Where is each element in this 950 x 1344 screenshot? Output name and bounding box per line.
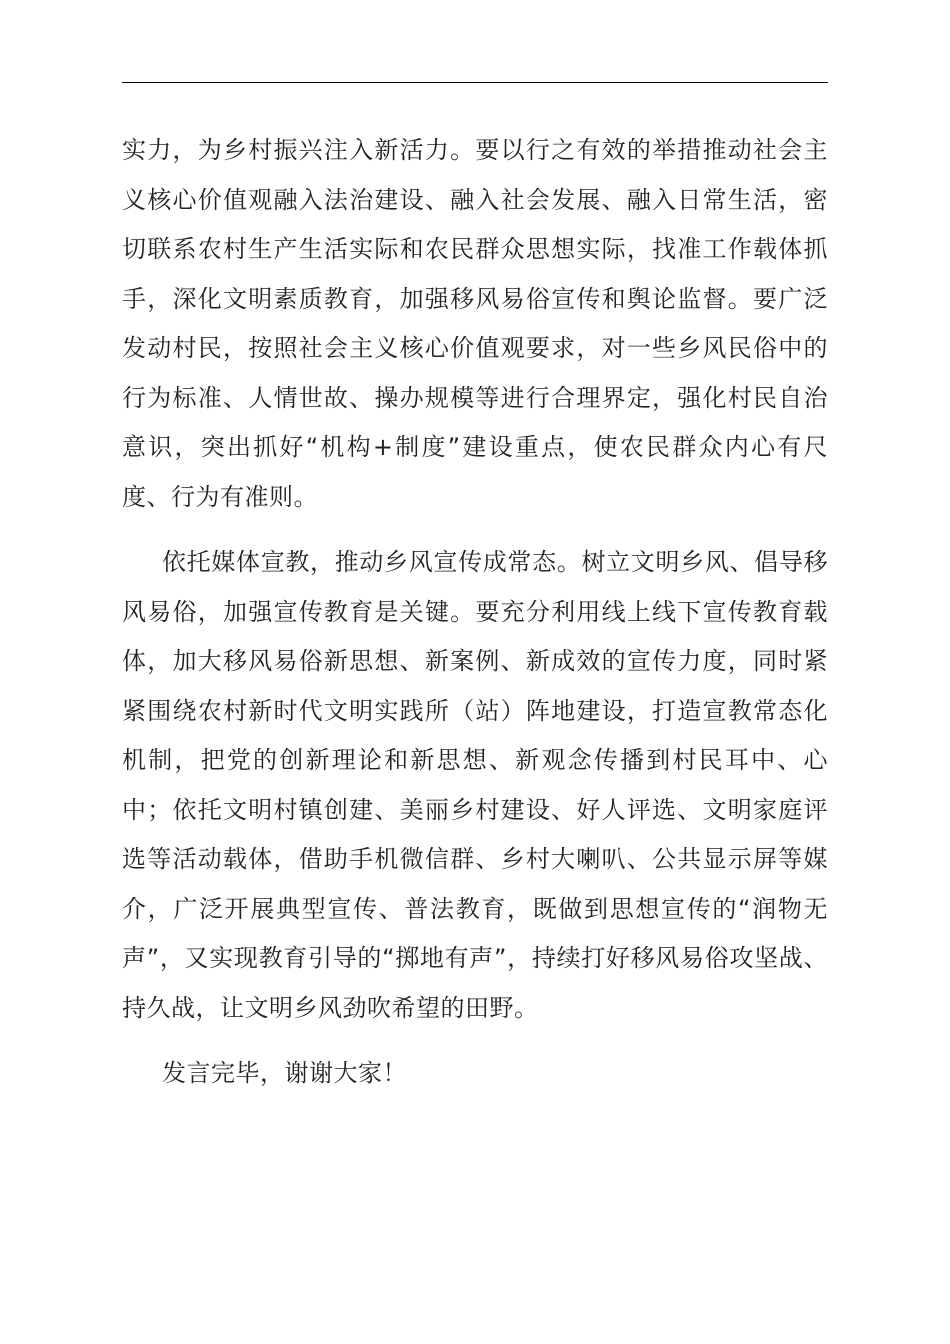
paragraph-closing: 发言完毕，谢谢大家！ (162, 1059, 407, 1087)
header-rule (122, 82, 828, 83)
document-body (122, 126, 828, 1099)
paragraph-continued: 实力，为乡村振兴注入新活力。要以行之有效的举措推动社会主义核心价值观融入法治建设、融入社会发展、融入日常生活，密切联系农村生产生活实际和农民群众思想实际，找准工作载体抓手，深化文明素质教育，加强移风易俗宣传和舆论监督。要广泛发动村民，按照社会主义核心价值观要求，对一些乡风民俗中的行为标准、人情世故、操办规模等进行合理界定，强化村民自治意识，突出抓好“机构+制度”建设重点，使农民群众内心有尺度、行为有准则。 (122, 136, 828, 511)
paragraph-media-publicity: 依托媒体宣教，推动乡风宣传成常态。树立文明乡风、倡导移风易俗，加强宣传教育是关键。要充分利用线上线下宣传教育载体，加大移风易俗新思想、新案例、新成效的宣传力度，同时紧紧围绕农村新时代文明实践所（站）阵地建设，打造宣教常态化机制，把党的创新理论和新思想、新观念传播到村民耳中、心中；依托文明村镇创建、美丽乡村建设、好人评选、文明家庭评选等活动载体，借助手机微信群、乡村大喇叭、公共显示屏等媒介，广泛开展典型宣传、普法教育，既做到思想宣传的“润物无声”，又实现教育引导的“掷地有声”，持续打好移风易俗攻坚战、持久战，让文明乡风劲吹希望的田野。 (122, 548, 828, 1022)
